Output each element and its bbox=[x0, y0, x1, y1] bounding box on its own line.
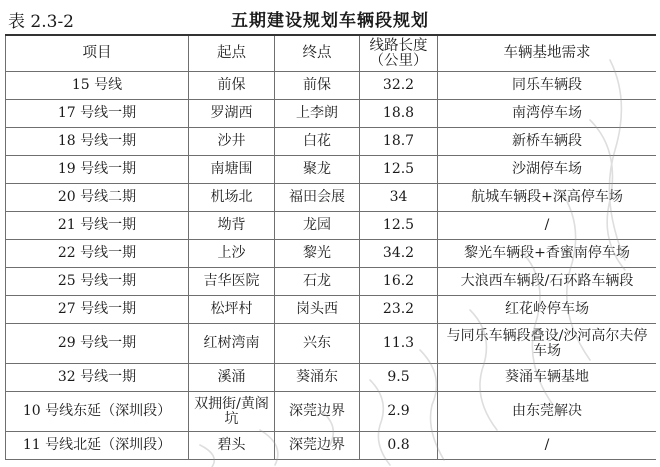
table-caption bbox=[6, 5, 654, 31]
cell-end: 聚龙 bbox=[275, 156, 360, 184]
header-end: 终点 bbox=[275, 35, 360, 72]
cell-end: 葵涌东 bbox=[275, 364, 360, 392]
cell-project: 18 号线一期 bbox=[6, 128, 189, 156]
table-row bbox=[6, 72, 657, 100]
cell-length: 23.2 bbox=[360, 296, 438, 324]
cell-depot: 与同乐车辆段叠设/沙河高尔夫停车场 bbox=[438, 324, 657, 364]
cell-depot: 黎光车辆段+香蜜南停车场 bbox=[438, 240, 657, 268]
cell-depot: / bbox=[438, 432, 657, 460]
cell-length: 18.8 bbox=[360, 100, 438, 128]
cell-length: 9.5 bbox=[360, 364, 438, 392]
cell-depot: 南湾停车场 bbox=[438, 100, 657, 128]
cell-project: 21 号线一期 bbox=[6, 212, 189, 240]
cell-project: 15 号线 bbox=[6, 72, 189, 100]
table-row bbox=[6, 212, 657, 240]
cell-length: 2.9 bbox=[360, 392, 438, 432]
header-start: 起点 bbox=[189, 35, 275, 72]
cell-project: 32 号线一期 bbox=[6, 364, 189, 392]
cell-start: 沙井 bbox=[189, 128, 275, 156]
table-row bbox=[6, 240, 657, 268]
cell-depot: 红花岭停车场 bbox=[438, 296, 657, 324]
cell-project: 20 号线二期 bbox=[6, 184, 189, 212]
table-row bbox=[6, 296, 657, 324]
cell-project: 17 号线一期 bbox=[6, 100, 189, 128]
cell-start: 红树湾南 bbox=[189, 324, 275, 364]
cell-end: 深莞边界 bbox=[275, 432, 360, 460]
cell-end: 黎光 bbox=[275, 240, 360, 268]
cell-start: 吉华医院 bbox=[189, 268, 275, 296]
table-row bbox=[6, 100, 657, 128]
cell-length: 11.3 bbox=[360, 324, 438, 364]
cell-length: 18.7 bbox=[360, 128, 438, 156]
cell-start: 溪涌 bbox=[189, 364, 275, 392]
cell-end: 石龙 bbox=[275, 268, 360, 296]
cell-project: 11 号线北延（深圳段） bbox=[6, 432, 189, 460]
cell-length: 12.5 bbox=[360, 212, 438, 240]
depot-planning-table bbox=[5, 34, 656, 460]
cell-start: 松坪村 bbox=[189, 296, 275, 324]
cell-depot: 航城车辆段+深高停车场 bbox=[438, 184, 657, 212]
cell-project: 10 号线东延（深圳段） bbox=[6, 392, 189, 432]
table-container bbox=[5, 34, 656, 467]
header-depot: 车辆基地需求 bbox=[438, 35, 657, 72]
cell-length: 0.8 bbox=[360, 432, 438, 460]
cell-depot: 沙湖停车场 bbox=[438, 156, 657, 184]
cell-length: 34 bbox=[360, 184, 438, 212]
cell-start: 南塘围 bbox=[189, 156, 275, 184]
cell-depot: / bbox=[438, 212, 657, 240]
cell-start: 前保 bbox=[189, 72, 275, 100]
cell-end: 白花 bbox=[275, 128, 360, 156]
table-header-row bbox=[6, 35, 657, 72]
cell-project: 29 号线一期 bbox=[6, 324, 189, 364]
header-project: 项目 bbox=[6, 35, 189, 72]
cell-end: 前保 bbox=[275, 72, 360, 100]
cell-start: 罗湖西 bbox=[189, 100, 275, 128]
cell-project: 22 号线一期 bbox=[6, 240, 189, 268]
cell-end: 龙园 bbox=[275, 212, 360, 240]
cell-project: 25 号线一期 bbox=[6, 268, 189, 296]
table-row bbox=[6, 156, 657, 184]
cell-depot: 由东莞解决 bbox=[438, 392, 657, 432]
table-row bbox=[6, 324, 657, 364]
cell-length: 32.2 bbox=[360, 72, 438, 100]
cell-depot: 同乐车辆段 bbox=[438, 72, 657, 100]
table-title: 五期建设规划车辆段规划 bbox=[231, 11, 429, 31]
cell-project: 27 号线一期 bbox=[6, 296, 189, 324]
header-length: 线路长度（公里） bbox=[360, 35, 438, 72]
cell-start: 双拥街/黄阁坑 bbox=[189, 392, 275, 432]
cell-depot: 新桥车辆段 bbox=[438, 128, 657, 156]
cell-start: 机场北 bbox=[189, 184, 275, 212]
cell-length: 16.2 bbox=[360, 268, 438, 296]
cell-end: 上李朗 bbox=[275, 100, 360, 128]
cell-start: 碧头 bbox=[189, 432, 275, 460]
cell-length: 34.2 bbox=[360, 240, 438, 268]
cell-start: 坳背 bbox=[189, 212, 275, 240]
cell-end: 岗头西 bbox=[275, 296, 360, 324]
cell-depot: 葵涌车辆基地 bbox=[438, 364, 657, 392]
cell-length: 12.5 bbox=[360, 156, 438, 184]
table-row bbox=[6, 432, 657, 460]
cell-end: 深莞边界 bbox=[275, 392, 360, 432]
cell-project: 19 号线一期 bbox=[6, 156, 189, 184]
cell-end: 兴东 bbox=[275, 324, 360, 364]
cell-start: 上沙 bbox=[189, 240, 275, 268]
table-row bbox=[6, 184, 657, 212]
table-row bbox=[6, 268, 657, 296]
cell-end: 福田会展 bbox=[275, 184, 360, 212]
table-number: 表 2.3-2 bbox=[8, 12, 74, 32]
table-row bbox=[6, 128, 657, 156]
table-row bbox=[6, 392, 657, 432]
cell-depot: 大浪西车辆段/石环路车辆段 bbox=[438, 268, 657, 296]
table-row bbox=[6, 364, 657, 392]
